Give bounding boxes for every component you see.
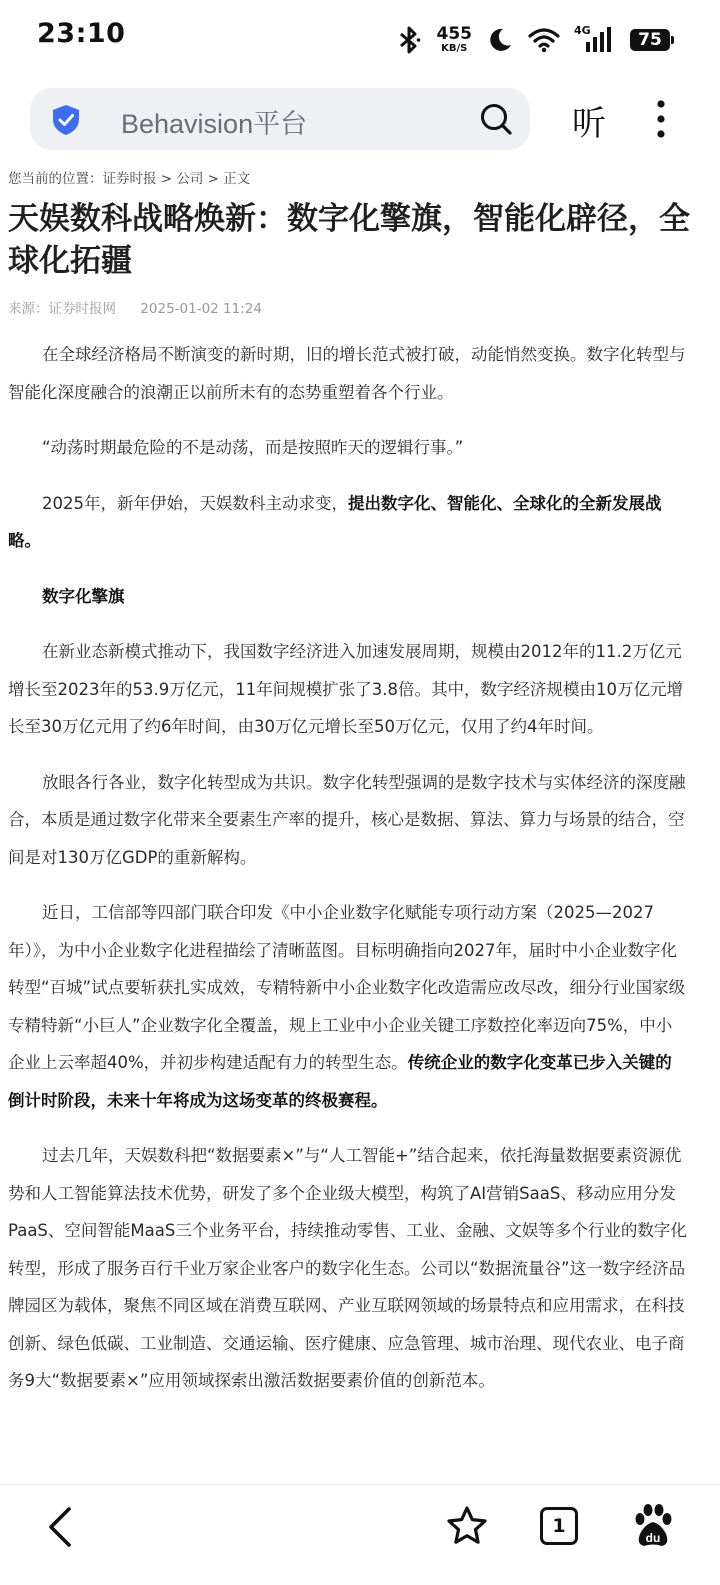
clock: 23:10 xyxy=(37,18,126,49)
paragraph-6: 近日，工信部等四部门联合印发《中小企业数字化赋能专项行动方案（2025—2027年）》，为中小企业数字化进程描绘了清晰蓝图。目标明确指向2027年，届时中小企业数字化转型“百城”试点要斩获扎实成效，专精特新中小企业数字化改造需应改尽改，细分行业国家级专精特新“小巨人”企业数字化全覆盖，规上工业中小企业关键工序数控化率迈向75%，中小企业上云率超40%，并初步构建适配有力的转型生态。传统企业的数字化变革已步入关键的倒计时阶段，未来十年将成为这场变革的终极赛程。 xyxy=(8,903,686,1110)
paragraph-7: 过去几年，天娱数科把“数据要素×”与“人工智能+”结合起来，依托海量数据要素资源优势和人工智能算法技术优势，研发了多个企业级大模型，构筑了AI营销SaaS、移动应用分发PaaS、空间智能MaaS三个业务平台，持续推动零售、工业、金融、文娱等多个行业的数字化转型，形成了服务百行千业万家企业客户的数字化生态。公司以“数据流量谷”这一数字经济品牌园区为载体，聚焦不同区域在消费互联网、产业互联网领域的场景特点和应用需求，在科技创新、绿色低碳、工业制造、交通运输、医疗健康、应急管理、城市治理、现代农业、电子商务9大“数据要素×”应用领域探索出激活数据要素价值的创新范本。 xyxy=(8,1146,687,1390)
article-source: 来源：证券时报网 xyxy=(8,301,116,317)
paragraph-2: “动荡时期最危险的不是动荡，而是按照昨天的逻辑行事。” xyxy=(42,438,464,457)
more-icon[interactable] xyxy=(646,98,676,140)
status-bar xyxy=(0,0,720,80)
breadcrumb: 您当前的位置：证券时报 > 公司 > 正文 xyxy=(8,171,251,187)
address-bar[interactable] xyxy=(30,88,530,150)
cell-signal-icon xyxy=(574,26,616,54)
paragraph-4: 在新业态新模式推动下，我国数字经济进入加速发展周期，规模由2012年的11.2万亿元增长至2023年的53.9万亿元，11年间规模扩张了3.8倍。其中，数字经济规模由10万亿元增长至30万亿元用了约6年时间，由30万亿元增长至50万亿元，仅用了约4年时间。 xyxy=(8,642,683,736)
svg-text:du: du xyxy=(645,1531,661,1545)
article-body xyxy=(8,336,688,1418)
network-type: 4G xyxy=(574,24,591,37)
battery-icon xyxy=(630,29,670,51)
article-meta xyxy=(8,297,262,317)
back-icon[interactable] xyxy=(42,1505,82,1549)
search-icon[interactable] xyxy=(478,101,514,137)
paragraph-5: 放眼各行各业，数字化转型成为共识。数字化转型强调的是数字技术与实体经济的深度融合，本质是通过数字化带来全要素生产率的提升，核心是数据、算法、算力与场景的结合，空间是对130万亿GDP的重新解构。 xyxy=(8,772,686,867)
tabs-icon[interactable] xyxy=(540,1507,578,1545)
bottom-nav xyxy=(0,1484,720,1585)
url-text[interactable]: Behavision平台 xyxy=(121,109,308,139)
baidu-paw-icon[interactable] xyxy=(632,1503,674,1549)
status-icons xyxy=(397,22,671,58)
net-speed xyxy=(437,26,473,54)
paragraph-1: 在全球经济格局不断演变的新时期，旧的增长范式被打破，动能悄然变换。数字化转型与智能化深度融合的浪潮正以前所未有的态势重塑着各个行业。 xyxy=(8,345,686,402)
star-icon[interactable] xyxy=(446,1505,488,1547)
bluetooth-icon xyxy=(397,25,423,55)
net-speed-unit: KB/S xyxy=(441,43,468,54)
moon-icon xyxy=(486,26,514,54)
paragraph-3: 2025年，新年伊始，天娱数科主动求变，提出数字化、智能化、全球化的全新发展战略。 xyxy=(8,493,662,550)
tab-count: 1 xyxy=(552,1515,566,1537)
wifi-icon xyxy=(528,27,560,53)
net-speed-value: 455 xyxy=(436,24,472,44)
shield-icon xyxy=(51,104,81,136)
article-date: 2025-01-02 11:24 xyxy=(140,301,262,317)
section-heading: 数字化擎旗 xyxy=(42,586,125,606)
battery-level: 75 xyxy=(638,30,662,50)
listen-button[interactable]: 听 xyxy=(572,104,606,144)
article-title: 天娱数科战略焕新：数字化擎旗，智能化辟径，全球化拓疆 xyxy=(8,201,690,279)
